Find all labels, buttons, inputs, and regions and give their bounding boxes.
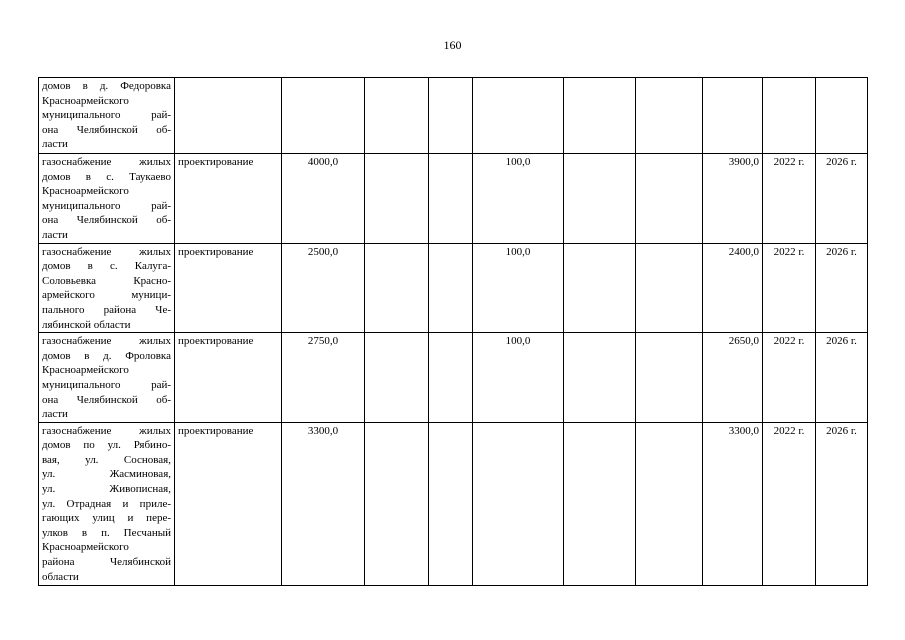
- col8-cell: [636, 422, 703, 585]
- col7-cell: [564, 422, 636, 585]
- object-name-line: домов в с. Таукаево: [42, 170, 171, 183]
- total-cell: 3300,0: [282, 422, 365, 585]
- year-start-cell: 2022 г.: [763, 422, 816, 585]
- object-name-line: района Челябинской: [42, 556, 171, 569]
- object-name-line: Красноармейского: [42, 541, 129, 554]
- object-name-line: Красноармейского: [42, 185, 129, 198]
- year-end-cell: 2026 г.: [816, 333, 868, 423]
- total-cell: 4000,0: [282, 154, 365, 244]
- table-row: [39, 422, 868, 585]
- table-row: [39, 243, 868, 333]
- stage-cell: проектирование: [175, 333, 282, 423]
- col5-cell: [429, 78, 473, 154]
- total-cell: [282, 78, 365, 154]
- object-name-line: ул. Жасминовая,: [42, 468, 171, 481]
- year-end-cell: [816, 78, 868, 154]
- col6-cell: [473, 422, 564, 585]
- col9-cell: 3300,0: [703, 422, 763, 585]
- col4-cell: [365, 422, 429, 585]
- object-name-line: улков в п. Песчаный: [42, 526, 171, 539]
- col4-cell: [365, 333, 429, 423]
- table-row: [39, 154, 868, 244]
- year-end-cell: 2026 г.: [816, 422, 868, 585]
- year-start-cell: 2022 г.: [763, 243, 816, 333]
- col6-cell: 100,0: [473, 333, 564, 423]
- object-name-line: Соловьевка Красно-: [42, 274, 171, 287]
- object-name-line: газоснабжение жилых: [42, 335, 171, 348]
- col8-cell: [636, 333, 703, 423]
- object-name-line: домов в д. Фроловка: [42, 349, 171, 362]
- object-name-line: муниципального рай-: [42, 378, 171, 391]
- object-name-line: Красноармейского: [42, 364, 129, 377]
- object-name-line: ласти: [42, 408, 68, 421]
- budget-table: [38, 77, 868, 586]
- total-cell: 2750,0: [282, 333, 365, 423]
- col7-cell: [564, 154, 636, 244]
- year-start-cell: [763, 78, 816, 154]
- year-start-cell: 2022 г.: [763, 333, 816, 423]
- col6-cell: [473, 78, 564, 154]
- object-name-line: домов по ул. Рябино-: [42, 439, 171, 452]
- col9-cell: 2400,0: [703, 243, 763, 333]
- object-name-line: пального района Че-: [42, 303, 171, 316]
- object-name-line: вая, ул. Сосновая,: [42, 453, 171, 466]
- object-name-line: ласти: [42, 228, 68, 241]
- object-name-line: газоснабжение жилых: [42, 424, 171, 437]
- col8-cell: [636, 154, 703, 244]
- col5-cell: [429, 154, 473, 244]
- year-start-cell: 2022 г.: [763, 154, 816, 244]
- object-name-cell: [39, 154, 175, 244]
- object-name-line: она Челябинской об-: [42, 123, 171, 136]
- stage-cell: [175, 78, 282, 154]
- object-name-cell: [39, 422, 175, 585]
- object-name-line: она Челябинской об-: [42, 214, 171, 227]
- col8-cell: [636, 78, 703, 154]
- stage-cell: проектирование: [175, 422, 282, 585]
- object-name-cell: [39, 243, 175, 333]
- object-name-line: области: [42, 570, 79, 583]
- col6-cell: 100,0: [473, 154, 564, 244]
- col5-cell: [429, 422, 473, 585]
- page-number: 160: [443, 38, 462, 52]
- object-name-line: домов в с. Калуга-: [42, 260, 171, 273]
- stage-cell: проектирование: [175, 243, 282, 333]
- object-name-line: армейского муници-: [42, 289, 171, 302]
- col6-cell: 100,0: [473, 243, 564, 333]
- table-row: [39, 333, 868, 423]
- col7-cell: [564, 333, 636, 423]
- total-cell: 2500,0: [282, 243, 365, 333]
- col5-cell: [429, 333, 473, 423]
- col4-cell: [365, 243, 429, 333]
- object-name-line: ласти: [42, 138, 68, 151]
- object-name-line: газоснабжение жилых: [42, 156, 171, 168]
- col9-cell: [703, 78, 763, 154]
- object-name-line: гающих улиц и пере-: [42, 512, 171, 525]
- object-name-line: ул. Живописная,: [42, 483, 171, 496]
- col5-cell: [429, 243, 473, 333]
- stage-cell: проектирование: [175, 154, 282, 244]
- object-name-line: муниципального рай-: [42, 199, 171, 212]
- object-name-line: муниципального рай-: [42, 109, 171, 122]
- object-name-line: домов в д. Федоровка: [42, 80, 171, 92]
- col9-cell: 3900,0: [703, 154, 763, 244]
- col9-cell: 2650,0: [703, 333, 763, 423]
- col4-cell: [365, 154, 429, 244]
- object-name-line: Красноармейского: [42, 94, 129, 107]
- object-name-line: она Челябинской об-: [42, 393, 171, 406]
- col7-cell: [564, 78, 636, 154]
- col4-cell: [365, 78, 429, 154]
- col7-cell: [564, 243, 636, 333]
- object-name-cell: [39, 78, 175, 154]
- object-name-line: газоснабжение жилых: [42, 245, 171, 258]
- object-name-line: лябинской области: [42, 318, 131, 331]
- object-name-line: ул. Отрадная и приле-: [42, 497, 171, 510]
- col8-cell: [636, 243, 703, 333]
- year-end-cell: 2026 г.: [816, 154, 868, 244]
- object-name-cell: [39, 333, 175, 423]
- table-row: [39, 78, 868, 154]
- year-end-cell: 2026 г.: [816, 243, 868, 333]
